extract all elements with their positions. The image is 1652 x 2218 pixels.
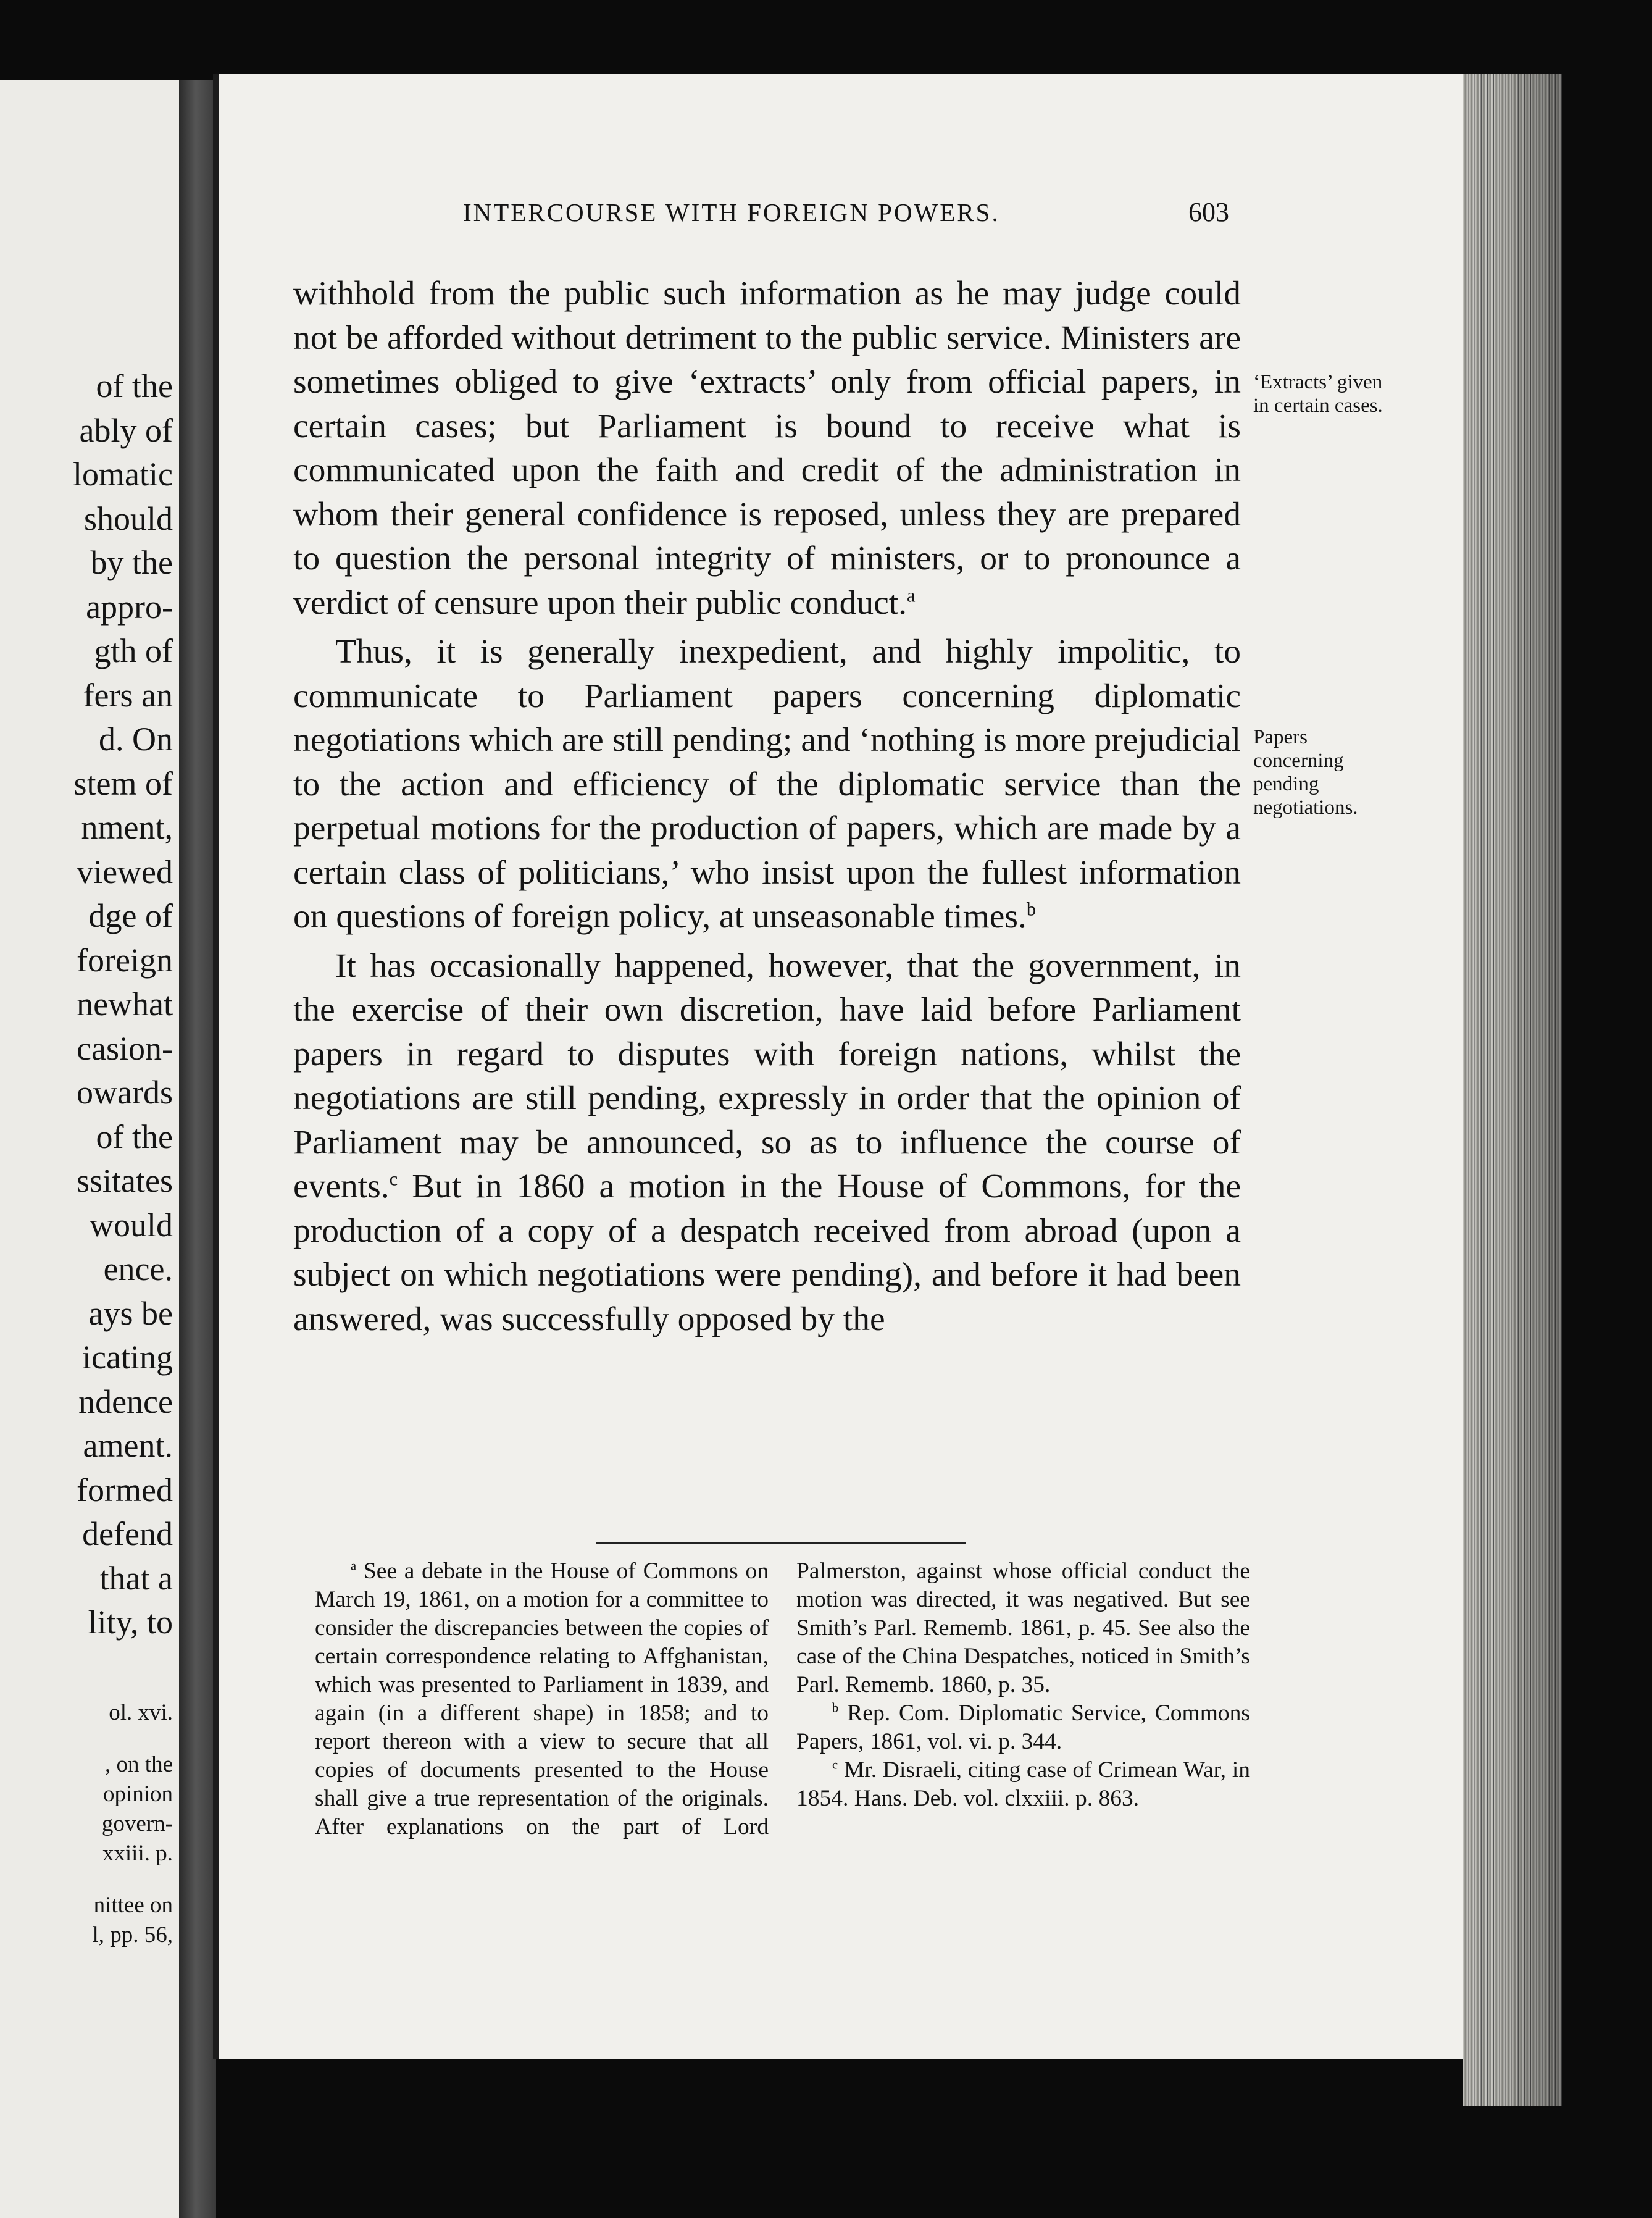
book-spine [179, 80, 216, 2218]
facing-line: d. On [99, 721, 173, 758]
main-text [293, 272, 1241, 1341]
facing-line: that a [99, 1559, 173, 1597]
facing-line: of the [96, 1118, 173, 1155]
footnote-text: See a debate in the House of Commons on March 19, 1861, on a motion for a committee to consider the discrepancies between the copies of certain correspondence relating to Affghanistan, which was presented to Parliament in 1839, and again (in a different shape) in 1858; and to report thereon with a view to secure that all copies of documents presented to the House shall give a true representation of the originals. After explanations on the part of Lord Palmerston, against whose official conduct the motion was directed, it was negatived. But see Smith’s Parl. Rememb. 1861, p. 45. See also the case of the China Despatches, noticed in Smith’s Parl. Rememb. 1860, p. 35. [315, 1559, 1250, 1839]
facing-line: viewed [77, 853, 173, 890]
footnote-ref: b [1026, 898, 1037, 920]
facing-footnote-line: l, pp. 56, [92, 1922, 173, 1948]
footnote-divider [596, 1542, 966, 1544]
facing-line: lomatic [73, 456, 173, 493]
facing-line: appro- [86, 588, 173, 626]
facing-footnote-line: govern- [101, 1811, 173, 1836]
facing-footnote-line: nittee on [93, 1893, 173, 1918]
margin-note-extracts: ‘Extracts’ given in certain cases. [1253, 371, 1383, 417]
facing-footnote-line: opinion [102, 1781, 173, 1807]
facing-line: would [90, 1206, 173, 1244]
facing-line: should [83, 500, 173, 537]
footnotes [315, 1557, 1250, 1841]
running-head: INTERCOURSE WITH FOREIGN POWERS. [463, 198, 1000, 227]
facing-line: gth of [94, 632, 173, 669]
page-edges-shadow [1494, 74, 1562, 2106]
facing-line: lity, to [88, 1604, 173, 1641]
facing-line: fers an [83, 676, 173, 714]
footnote-text: Rep. Com. Diplomatic Service, Commons Papers, 1861, vol. vi. p. 344. [796, 1701, 1250, 1754]
page-number: 603 [1188, 197, 1229, 227]
footnote-mark: b [832, 1701, 839, 1715]
facing-line: ence. [103, 1250, 173, 1287]
footnote-mark: c [832, 1758, 838, 1772]
paragraph [293, 272, 1241, 625]
paragraph-text: But in 1860 a motion in the House of Commons, for the production of a copy of a despatch received from abroad (upon a subject on which negotiations were pending), and before it had been answered, was successfully opposed by the [293, 1168, 1241, 1338]
facing-line: foreign [77, 941, 173, 979]
facing-line: ays be [88, 1294, 173, 1332]
paragraph [293, 944, 1241, 1342]
facing-line: stem of [73, 764, 173, 802]
facing-footnote-line: xxiii. p. [102, 1841, 173, 1866]
footnote [796, 1699, 1250, 1756]
paragraph-text: It has occasionally happened, however, that the government, in the exercise of their own discretion, have laid before Parliament papers in regard to disputes with foreign nations, whilst the negotiations are still pending, expressly in order that the opinion of Parliament may be announced, so as to influence the course of events. [293, 947, 1241, 1205]
facing-line: icating [82, 1339, 173, 1376]
paragraph-text: withhold from the public such information as he may judge could not be afforded without detriment to the public service. Ministers are sometimes obliged to give ‘extracts’ only from official papers, in certain cases; but Parliament is bound to receive what is communicated upon the faith and credit of the administration in whom their general confidence is reposed, unless they are prepared to question the personal integrity of ministers, or to pronounce a verdict of censure upon their public conduct. [293, 275, 1241, 622]
facing-line: ably of [79, 411, 173, 449]
facing-line: of the [96, 367, 173, 404]
paragraph [293, 630, 1241, 939]
facing-line: ssitates [77, 1162, 173, 1199]
facing-line: ndence [78, 1383, 173, 1420]
facing-page-text [0, 364, 173, 1645]
footnote [796, 1756, 1250, 1813]
facing-page-footnotes [0, 1698, 173, 1950]
facing-line: casion- [77, 1029, 173, 1067]
margin-note-papers: Papers concerning pending negotiations. [1253, 726, 1358, 819]
footnote-mark: a [351, 1559, 357, 1573]
footnote-text: Mr. Disraeli, citing case of Crimean War, in 1854. Hans. Deb. vol. clxxiii. p. 863. [796, 1757, 1250, 1811]
footnote-ref: c [389, 1168, 398, 1190]
facing-line: formed [77, 1471, 173, 1509]
facing-page [0, 80, 179, 2218]
facing-line: by the [90, 544, 173, 581]
facing-line: ament. [83, 1427, 173, 1464]
facing-line: nment, [81, 809, 173, 846]
facing-line: defend [82, 1515, 173, 1552]
footnote-ref: a [907, 585, 916, 606]
facing-footnote-line: ol. xvi. [109, 1700, 173, 1725]
facing-line: owards [77, 1074, 173, 1111]
facing-line: newhat [77, 986, 173, 1023]
paragraph-text: Thus, it is generally inexpedient, and highly impolitic, to communicate to Parliament papers concerning diplomatic negotiations which are still pending; and ‘nothing is more prejudicial to the action and efficiency of the diplomatic service than the perpetual motions for the production of papers, which are made by a certain class of politicians,’ who insist upon the fullest information on questions of foreign policy, at unseasonable times. [293, 633, 1241, 935]
facing-footnote-line: , on the [105, 1752, 173, 1777]
facing-line: dge of [88, 897, 173, 934]
